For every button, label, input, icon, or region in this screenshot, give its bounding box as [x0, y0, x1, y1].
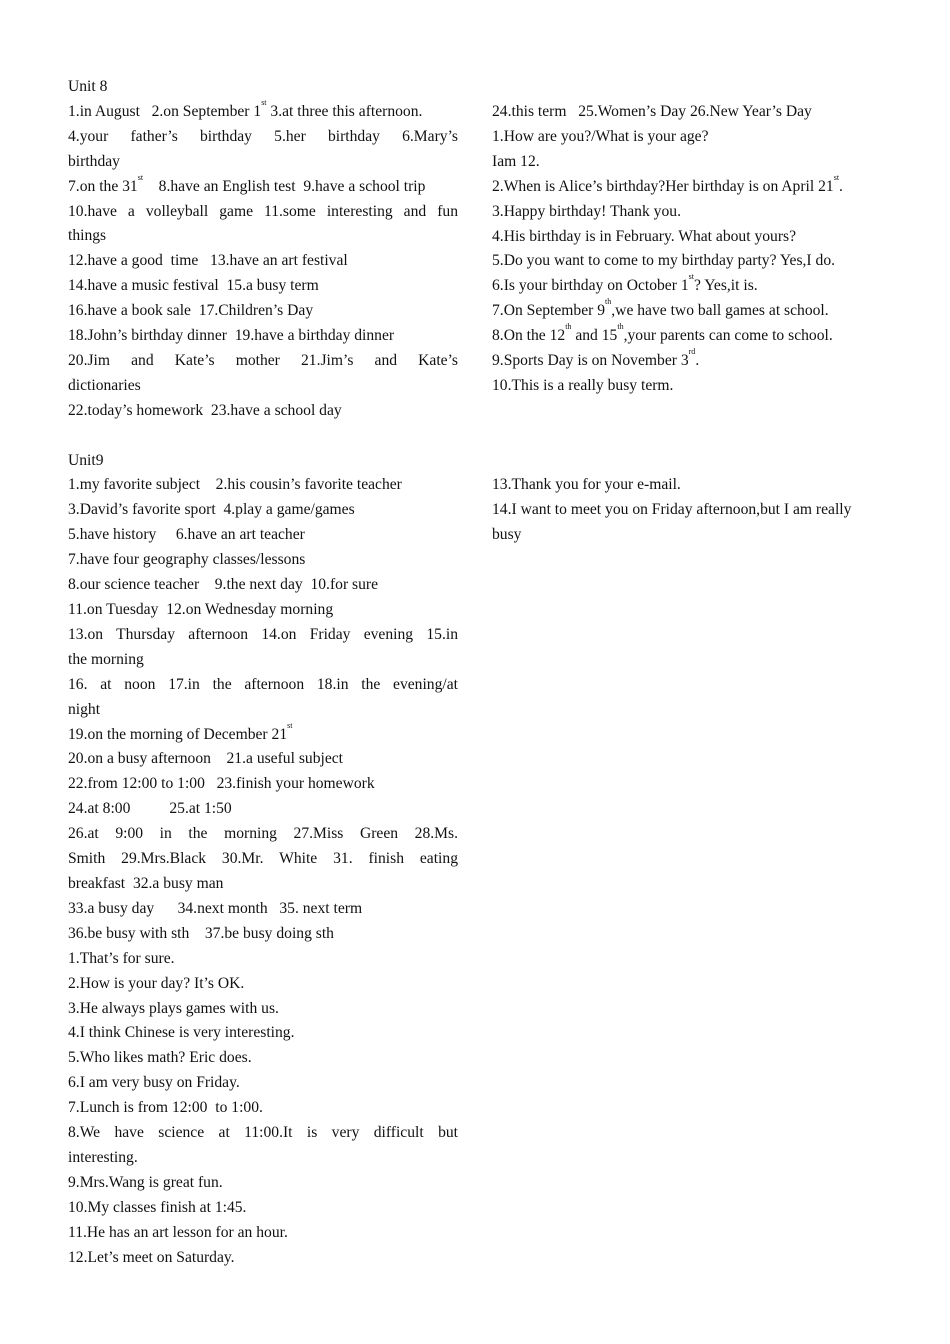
unit9-line: 33.a busy day 34.next month 35. next term [68, 899, 363, 917]
right-column-unit8 [492, 100, 884, 399]
unit9-line: 8.our science teacher 9.the next day 10.for sure [68, 576, 379, 594]
unit8-line: 4.your father’s birthday 5.her birthday 6.Mary’s [68, 127, 458, 145]
unit9-line: Smith 29.Mrs.Black 30.Mr. White 31. finish eating [68, 850, 458, 868]
unit9-sentence: 10.My classes finish at 1:45. [68, 1198, 247, 1216]
unit9-right-line: 14.I want to meet you on Friday afternoon,but I am really [492, 500, 852, 518]
unit8-right-line: 7.On September 9th,we have two ball games at school. [492, 297, 829, 320]
unit9-line: night [68, 700, 101, 718]
unit8-line: 12.have a good time 13.have an art festival [68, 252, 348, 270]
unit8-right-line: 8.On the 12th and 15th,your parents can come to school. [492, 322, 833, 345]
unit8-line: 7.on the 31st 8.have an English test 9.have a school trip [68, 172, 426, 195]
unit9-line: 3.David’s favorite sport 4.play a game/games [68, 501, 355, 519]
unit9-line: 1.my favorite subject 2.his cousin’s favorite teacher [68, 476, 402, 494]
unit9-sentence: 6.I am very busy on Friday. [68, 1074, 240, 1092]
unit8-right-line: 9.Sports Day is on November 3rd. [492, 347, 700, 370]
unit9-line: 36.be busy with sth 37.be busy doing sth [68, 924, 334, 942]
unit9-line: 13.on Thursday afternoon 14.on Friday evening 15.in [68, 625, 458, 643]
unit8-right-line: 1.How are you?/What is your age? [492, 127, 709, 145]
unit9-sentence: 3.He always plays games with us. [68, 999, 279, 1017]
unit8-line: 22.today’s homework 23.have a school day [68, 401, 342, 419]
unit8-right-line: 3.Happy birthday! Thank you. [492, 202, 681, 220]
unit8-right-line: 24.this term 25.Women’s Day 26.New Year’s Day [492, 103, 812, 120]
unit9-heading: Unit9 [68, 451, 104, 469]
unit9-line: 26.at 9:00 in the morning 27.Miss Green 28.Ms. [68, 825, 458, 843]
unit8-line: 16.have a book sale 17.Children’s Day [68, 302, 314, 320]
unit8-line: 18.John’s birthday dinner 19.have a birthday dinner [68, 327, 395, 345]
unit8-right-line: Iam 12. [492, 152, 540, 170]
unit8-line: dictionaries [68, 376, 141, 394]
unit9-sentence: 8.We have science at 11:00.It is very difficult but [68, 1124, 458, 1142]
right-column-unit9 [492, 473, 884, 548]
unit8-line: 1.in August 2.on September 1st 3.at three this afternoon. [68, 97, 423, 120]
unit8-right-line: 5.Do you want to come to my birthday party? Yes,I do. [492, 252, 836, 270]
unit9-line: 22.from 12:00 to 1:00 23.finish your homework [68, 775, 375, 793]
unit9-sentence: 2.How is your day? It’s OK. [68, 974, 245, 992]
unit9-sentence: 4.I think Chinese is very interesting. [68, 1024, 295, 1042]
unit9-line: 16. at noon 17.in the afternoon 18.in the evening/at [68, 675, 458, 693]
unit8-right-line: 10.This is a really busy term. [492, 376, 674, 394]
unit9-sentence: 9.Mrs.Wang is great fun. [68, 1173, 223, 1191]
unit8-line: birthday [68, 152, 120, 170]
unit8-heading: Unit 8 [68, 78, 108, 95]
unit9-line: breakfast 32.a busy man [68, 874, 224, 892]
unit9-line: 19.on the morning of December 21st [68, 720, 293, 743]
unit8-right-line: 4.His birthday is in February. What about yours? [492, 227, 797, 245]
unit8-line: 20.Jim and Kate’s mother 21.Jim’s and Kate’s [68, 351, 458, 369]
unit9-line: 20.on a busy afternoon 21.a useful subject [68, 750, 343, 768]
unit9-right-line: busy [492, 525, 522, 543]
unit9-line: 11.on Tuesday 12.on Wednesday morning [68, 601, 334, 619]
unit9-sentence: interesting. [68, 1148, 138, 1166]
unit9-sentence: 7.Lunch is from 12:00 to 1:00. [68, 1099, 263, 1117]
unit9-line: the morning [68, 650, 144, 668]
left-column [68, 75, 458, 1270]
unit9-line: 7.have four geography classes/lessons [68, 551, 306, 569]
unit9-right-line: 13.Thank you for your e-mail. [492, 476, 681, 493]
unit8-line: things [68, 227, 107, 245]
unit9-line: 5.have history 6.have an art teacher [68, 526, 305, 544]
unit9-sentence: 11.He has an art lesson for an hour. [68, 1223, 288, 1241]
unit8-right-line: 6.Is your birthday on October 1st? Yes,it is. [492, 272, 758, 295]
unit9-sentence: 5.Who likes math? Eric does. [68, 1049, 252, 1067]
unit9-sentence: 12.Let’s meet on Saturday. [68, 1248, 235, 1266]
unit8-right-line: 2.When is Alice’s birthday?Her birthday is on April 21st. [492, 172, 843, 195]
unit9-line: 24.at 8:00 25.at 1:50 [68, 800, 232, 818]
unit9-sentence: 1.That’s for sure. [68, 949, 175, 967]
unit8-line: 10.have a volleyball game 11.some interesting and fun [68, 202, 458, 220]
unit8-line: 14.have a music festival 15.a busy term [68, 277, 319, 295]
